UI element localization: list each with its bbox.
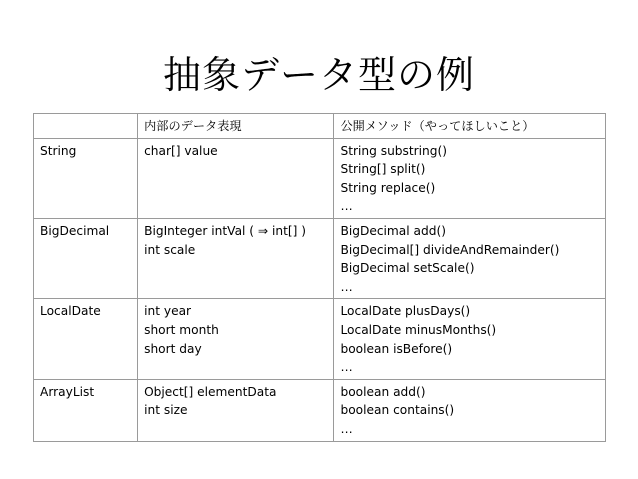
- method-ellipsis: …: [340, 199, 353, 214]
- data-line: BigInteger intVal ( ⇒ int[] ): [144, 223, 307, 238]
- header-internal-data: 内部のデータ表現: [138, 114, 334, 139]
- table-row: [34, 138, 606, 218]
- method-ellipsis: …: [340, 360, 353, 375]
- data-cell: [138, 379, 334, 441]
- type-cell: BigDecimal: [34, 218, 138, 298]
- data-line: int scale: [144, 242, 196, 257]
- data-line: short day: [144, 341, 202, 356]
- header-type: [34, 114, 138, 139]
- method-line: BigDecimal setScale(): [340, 261, 475, 276]
- table-row: [34, 218, 606, 298]
- table-row: [34, 379, 606, 441]
- data-cell: [138, 299, 334, 379]
- table-row: [34, 299, 606, 379]
- method-line: String[] split(): [340, 162, 426, 177]
- data-line: Object[] elementData: [144, 384, 277, 399]
- method-line: boolean isBefore(): [340, 341, 453, 356]
- method-line: String replace(): [340, 180, 436, 195]
- data-cell: [138, 138, 334, 218]
- header-public-methods: 公開メソッド（やってほしいこと）: [334, 114, 606, 139]
- method-line: String substring(): [340, 143, 448, 158]
- method-ellipsis: …: [340, 279, 353, 294]
- data-line: int size: [144, 403, 188, 418]
- methods-cell: [334, 138, 606, 218]
- table-header-row: [34, 114, 606, 139]
- method-line: BigDecimal add(): [340, 223, 446, 238]
- type-cell: ArrayList: [34, 379, 138, 441]
- data-cell: [138, 218, 334, 298]
- data-line: short month: [144, 322, 219, 337]
- data-line: char[] value: [144, 143, 218, 158]
- methods-cell: [334, 379, 606, 441]
- methods-cell: [334, 218, 606, 298]
- slide-title: 抽象データ型の例: [162, 53, 475, 98]
- method-line: boolean contains(): [340, 403, 455, 418]
- methods-cell: [334, 299, 606, 379]
- method-line: boolean add(): [340, 384, 426, 399]
- method-line: BigDecimal[] divideAndRemainder(): [340, 242, 560, 257]
- type-cell: LocalDate: [34, 299, 138, 379]
- method-line: LocalDate plusDays(): [340, 304, 471, 319]
- method-ellipsis: …: [340, 421, 353, 436]
- data-line: int year: [144, 304, 192, 319]
- type-cell: String: [34, 138, 138, 218]
- adt-examples-table: [33, 113, 606, 442]
- method-line: LocalDate minusMonths(): [340, 322, 497, 337]
